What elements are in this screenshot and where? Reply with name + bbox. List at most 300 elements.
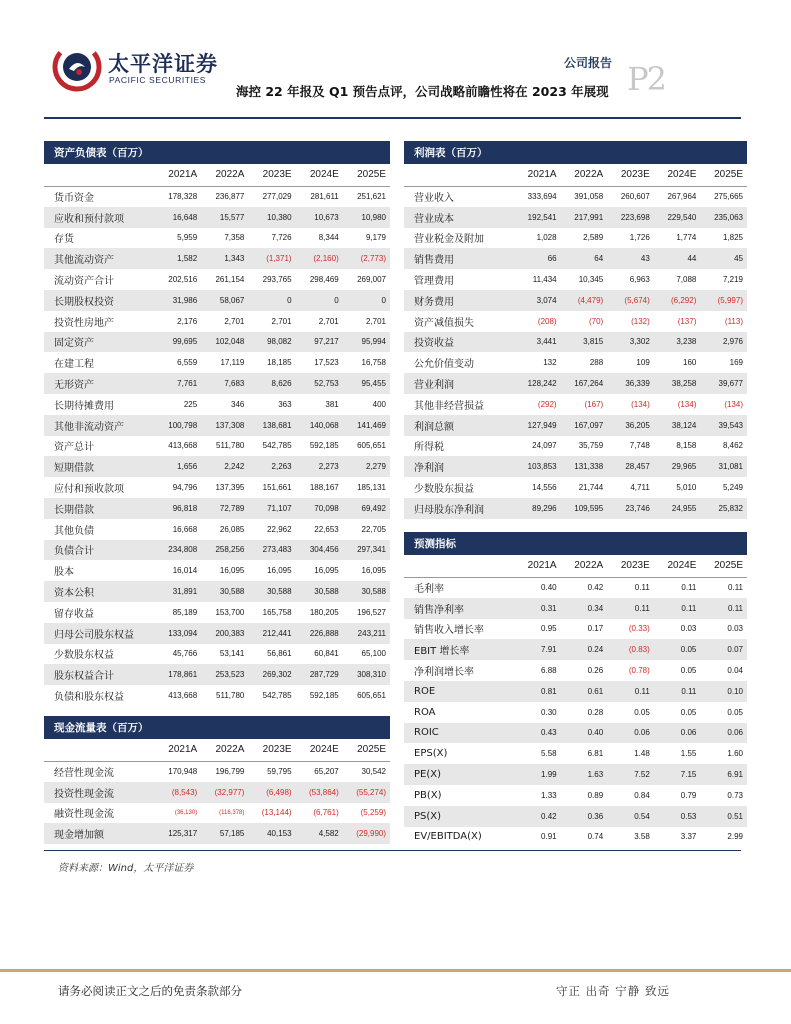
cell-value: 5.58 [541,749,557,759]
cell-value: 7,748 [629,441,650,451]
table-row [404,311,747,332]
table-row [404,723,747,744]
table-row [44,823,390,844]
cell-value: 0.11 [654,598,701,619]
cell-value: 45 [700,248,747,269]
year-header: 2024E [296,164,343,186]
cell-value: 0.54 [607,806,654,827]
cell-value: 31,986 [154,290,201,311]
cell-value: 56,861 [267,649,292,659]
row-label: 融资性现金流 [54,809,114,821]
cell-value: (2,160) [296,248,343,269]
row-label: 资本公积 [44,581,154,602]
cell-value: 226,888 [296,623,343,644]
cell-value: 15,577 [201,207,248,228]
row-label: ROA [414,706,436,718]
table-row [404,743,747,764]
table-row [44,415,390,436]
row-label: 其他负债 [54,525,94,537]
row-label: 股本 [54,567,74,579]
cell-value: (134) [677,399,697,409]
cell-value: 138,681 [248,415,295,436]
table-row [44,311,390,332]
table-row [404,186,747,207]
table-row [404,785,747,806]
cell-value: (6,498) [248,782,295,803]
cell-value: 6,963 [629,275,650,285]
cell-value: 0.11 [607,598,654,619]
cell-value: 10,380 [248,207,295,228]
cell-value: (167) [584,399,604,409]
row-label: 投资收益 [404,332,514,353]
cell-value: 30,588 [343,581,390,602]
cell-value: 0.05 [654,639,701,660]
cell-value: 44 [654,248,701,269]
cell-value: 1,825 [722,233,743,243]
year-header: 2022A [201,164,248,186]
cell-value: 3,815 [561,332,608,353]
cell-value: 0.40 [541,583,557,593]
cell-value: 22,653 [314,524,339,534]
row-label: 资产总计 [54,442,94,454]
cell-value: 31,891 [154,581,201,602]
row-label: 公允价值变动 [414,359,474,371]
cell-value: 0.11 [607,681,654,702]
table-row [44,761,390,782]
cell-value: 0.05 [727,707,743,717]
cell-value: 269,007 [357,275,386,285]
cell-value: 1.63 [561,764,608,785]
cell-value: 0.03 [727,624,743,634]
cell-value: 39,543 [700,415,747,436]
cell-value: 229,540 [654,207,701,228]
cell-value: 0 [296,290,343,311]
year-header: 2021A [154,164,201,186]
cell-value: 127,949 [514,415,561,436]
year-header: 2023E [607,164,654,186]
row-label: 无形资产 [44,373,154,394]
cell-value: 109 [636,358,650,368]
cell-value: 7,358 [224,233,245,243]
row-label: 营业收入 [414,193,454,205]
balance-sheet-title: 资产负债表（百万） [44,141,390,164]
row-label: ROIC [404,723,514,744]
pacific-securities-logo-icon [52,42,102,92]
row-label: 在建工程 [54,359,94,371]
cell-value: 0.89 [587,790,604,800]
cell-value: (5,674) [607,290,654,311]
cell-value: 2,273 [296,456,343,477]
table-row [404,477,747,498]
row-label: 负债合计 [44,540,154,561]
table-row [44,228,390,249]
cell-value: 43 [607,248,654,269]
cell-value: 10,673 [296,207,343,228]
cell-value: 36,339 [607,373,654,394]
cell-value: 125,317 [154,823,201,844]
cell-value: 0.34 [561,598,608,619]
cell-value: 281,611 [310,192,339,202]
cell-value: 0.17 [587,624,604,634]
year-header: 2023E [607,555,654,577]
cell-value: 1.33 [541,790,557,800]
cell-value: 39,677 [700,373,747,394]
cell-value: 267,964 [667,192,697,202]
table-row [44,560,390,581]
cell-value: 0.11 [654,681,701,702]
cell-value: 137,308 [201,415,248,436]
forecast-metrics-header-row [404,555,747,577]
cell-value: 7,219 [722,275,743,285]
cell-value: 21,744 [578,483,604,493]
table-row [404,702,747,723]
cell-value: 196,799 [215,767,245,777]
cell-value: 8,462 [722,441,743,451]
cell-value: 188,167 [309,483,339,493]
table-row [44,623,390,644]
forecast-metrics-table [404,532,747,847]
cell-value: 23,746 [607,498,654,519]
table-row [404,394,747,415]
cell-value: 29,965 [654,456,701,477]
table-row [404,681,747,702]
cell-value: 1.60 [727,749,743,759]
table-row [404,373,747,394]
cell-value: 0.24 [561,639,608,660]
cell-value: 2.99 [727,832,743,842]
cell-value: 308,310 [343,664,390,685]
row-label: 留存收益 [54,608,94,620]
cell-value: (8,543) [154,782,201,803]
table-row [44,644,390,665]
year-header: 2025E [700,164,747,186]
cell-value: 1,726 [629,233,650,243]
cell-value: 298,469 [309,275,339,285]
table-row [404,456,747,477]
cell-value: 10,345 [578,275,604,285]
table-row [404,498,747,519]
row-label: 负债和股东权益 [54,692,124,704]
forecast-metrics-body [404,532,747,847]
cell-value: 7,761 [154,373,201,394]
cell-value: 304,456 [296,540,343,561]
cell-value: 2,242 [201,456,248,477]
cell-value: 2,279 [343,456,390,477]
row-label: 其他流动资产 [44,248,154,269]
table-row [44,498,390,519]
data-source-note: 资料来源：Wind，太平洋证券 [58,863,194,874]
cell-value: 0.10 [700,681,747,702]
cell-value: (113) [724,316,743,326]
row-label: ROE [404,681,514,702]
row-label: 应收和预付款项 [44,207,154,228]
cell-value: 22,705 [361,524,386,534]
cell-value: 16,758 [361,358,386,368]
cell-value: 165,758 [262,607,292,617]
cell-value: 7.15 [654,764,701,785]
cell-value: 64 [561,248,608,269]
row-label: PE(X) [404,764,514,785]
cell-value: 178,328 [168,192,198,202]
row-label: 投资性房地产 [54,317,114,329]
cell-value: 0.06 [654,723,701,744]
cell-value: (132) [631,316,650,326]
table-row [404,619,747,640]
cell-value: 1.55 [680,749,697,759]
cell-value: 381 [325,399,339,409]
year-header: 2021A [514,164,561,186]
cell-value: 153,700 [215,607,245,617]
cell-value: 511,780 [216,441,245,451]
table-row [44,602,390,623]
cell-value: 53,141 [219,649,245,659]
table-row [404,598,747,619]
cell-value: 94,796 [172,483,198,493]
cell-value: 102,048 [201,332,248,353]
cell-value: 3,441 [514,332,561,353]
cell-value: 251,621 [357,192,386,202]
cell-value: (137) [677,316,697,326]
cell-value: 0.05 [680,666,697,676]
cell-value: 24,097 [532,441,557,451]
disclaimer-note: 请务必阅读正文之后的免责条款部分 [58,984,242,998]
cell-value: 2,701 [224,316,245,326]
table-row [404,207,747,228]
logo-english-name: PACIFIC SECURITIES [109,75,207,85]
cell-value: 10,980 [343,207,390,228]
cell-value: 0.30 [541,707,557,717]
cell-value: 235,063 [700,207,747,228]
cell-value: (32,977) [201,782,248,803]
cell-value: 0.36 [561,806,608,827]
cell-value: 58,067 [201,290,248,311]
cell-value: 2,176 [177,316,198,326]
row-label: 其他非流动资产 [44,415,154,436]
cell-value: (36,130) [174,809,198,816]
income-statement-title: 利润表（百万） [404,141,747,164]
row-label: 长期股权投资 [44,290,154,311]
cell-value: 275,665 [714,192,743,202]
table-row [44,436,390,457]
table-row [404,764,747,785]
cell-value: 103,853 [514,456,561,477]
row-label: 股东权益合计 [44,664,154,685]
year-header: 2024E [296,739,343,761]
cell-value: 185,131 [357,483,386,493]
table-row [44,352,390,373]
cell-value: 8,344 [318,233,339,243]
footer-divider [0,969,791,972]
cell-value: (6,761) [313,808,339,818]
page-number: P2 [627,60,665,98]
cell-value: 6.81 [587,749,604,759]
table-row [44,248,390,269]
cell-value: 151,661 [262,483,292,493]
table-row [44,332,390,353]
cell-value: 400 [372,399,386,409]
year-header: 2022A [561,164,608,186]
cell-value: 0.73 [727,790,743,800]
cell-value: 36,205 [607,415,654,436]
cell-value: 28,457 [607,456,654,477]
cell-value: 85,189 [172,607,198,617]
cell-value: 160 [683,358,697,368]
table-row [404,827,747,848]
cell-value: 0.11 [700,598,747,619]
row-label: 销售费用 [404,248,514,269]
cell-value: 5,249 [722,483,743,493]
table-row [44,581,390,602]
row-label: 短期借款 [44,456,154,477]
balance-sheet-table [44,141,390,706]
row-label: 归母公司股东权益 [44,623,154,644]
cell-value: 0.51 [700,806,747,827]
table-row [44,394,390,415]
row-label: 长期借款 [44,498,154,519]
cell-value: 96,818 [154,498,201,519]
cell-value: 0.81 [514,681,561,702]
cell-value: 0.42 [514,806,561,827]
table-row [404,352,747,373]
row-label: 流动资产合计 [54,276,114,288]
cell-value: 5,010 [676,483,697,493]
cell-value: 2,589 [583,233,604,243]
cell-value: 26,085 [219,524,245,534]
cell-value: (0.83) [607,639,654,660]
cell-value: 178,861 [154,664,201,685]
cell-value: 65,207 [314,767,339,777]
cell-value: 0.05 [634,707,650,717]
header-divider [44,117,741,119]
cell-value: 217,991 [561,207,608,228]
row-label: 经营性现金流 [54,768,114,780]
cell-value: 592,185 [309,691,339,701]
cell-value: 605,651 [357,691,386,701]
cell-value: 40,153 [248,823,295,844]
cell-value: 95,994 [343,332,390,353]
cell-value: 0.91 [541,832,557,842]
cell-value: 3.37 [680,832,697,842]
cell-value: 260,607 [620,192,650,202]
row-label: 利润总额 [404,415,514,436]
cell-value: 0.79 [680,790,697,800]
table-row [44,477,390,498]
row-label: 归母股东净利润 [404,498,514,519]
cell-value: (55,274) [343,782,390,803]
cell-value: 413,668 [168,441,198,451]
cell-value: (134) [724,399,743,409]
cell-value: 1.48 [634,749,650,759]
row-label: 营业税金及附加 [414,234,484,246]
cell-value: 167,264 [561,373,608,394]
cell-value: 605,651 [357,441,386,451]
cell-value: 0.40 [561,723,608,744]
cell-value: 3,238 [654,332,701,353]
table-row [44,373,390,394]
cell-value: 192,541 [514,207,561,228]
cell-value: 30,588 [296,581,343,602]
cell-value: 6.88 [541,666,557,676]
cell-value: 0.06 [607,723,654,744]
year-header: 2022A [561,555,608,577]
cell-value: 65,100 [361,649,386,659]
row-label: 货币资金 [54,193,94,205]
cell-value: 7,726 [271,233,292,243]
cell-value: 57,185 [201,823,248,844]
cell-value: 52,753 [296,373,343,394]
cell-value: 0.43 [514,723,561,744]
cell-value: 0 [248,290,295,311]
cell-value: 363 [278,399,292,409]
company-logo [52,42,218,92]
cell-value: 1,656 [154,456,201,477]
cell-value: 17,119 [220,358,245,368]
cell-value: (4,479) [561,290,608,311]
table-row [404,660,747,681]
year-header: 2021A [514,555,561,577]
table-row [44,664,390,685]
cell-value: (0.33) [628,624,650,634]
cell-value: 17,523 [314,358,339,368]
balance-sheet-header-row [44,164,390,186]
cell-value: 391,058 [574,192,604,202]
cell-value: 100,798 [154,415,201,436]
cell-value: 16,648 [154,207,201,228]
income-statement-body [404,141,747,519]
cell-value: 0.42 [587,583,604,593]
cell-value: 2,263 [248,456,295,477]
table-row [44,269,390,290]
table-row [44,456,390,477]
row-label: 应付和预收款项 [54,484,124,496]
cell-value: 140,068 [296,415,343,436]
row-label: EBIT 增长率 [404,639,514,660]
cell-value: 6,559 [177,358,198,368]
cell-value: 1,343 [201,248,248,269]
cell-value: 0.95 [541,624,557,634]
cell-value: (2,773) [343,248,390,269]
cell-value: 0.04 [727,666,743,676]
cell-value: 18,185 [267,358,292,368]
cash-flow-title: 现金流量表（百万） [44,716,390,739]
cell-value: 6.91 [700,764,747,785]
cell-value: 225 [183,399,198,409]
cell-value: 236,877 [215,192,245,202]
cell-value: 2,701 [318,316,339,326]
cell-value: 0 [343,290,390,311]
balance-sheet-body [44,141,390,706]
cell-value: 3,074 [514,290,561,311]
cell-value: 0.11 [681,583,697,593]
table-row [44,290,390,311]
cell-value: 0.84 [634,790,650,800]
cell-value: 1,774 [676,233,697,243]
cell-value: 132 [543,358,557,368]
company-motto: 守正 出奇 宁静 致远 [556,984,670,998]
cell-value: 0.06 [700,723,747,744]
cell-value: 128,242 [514,373,561,394]
row-label: 长期待摊费用 [54,400,114,412]
cell-value: (208) [537,316,557,326]
forecast-metrics-title: 预测指标 [404,532,747,555]
cell-value: (1,371) [248,248,295,269]
cell-value: (6,292) [654,290,701,311]
cell-value: 0.07 [700,639,747,660]
cell-value: (13,144) [261,808,292,818]
cell-value: 269,302 [248,664,295,685]
table-row [404,269,747,290]
cash-flow-header-row [44,739,390,761]
